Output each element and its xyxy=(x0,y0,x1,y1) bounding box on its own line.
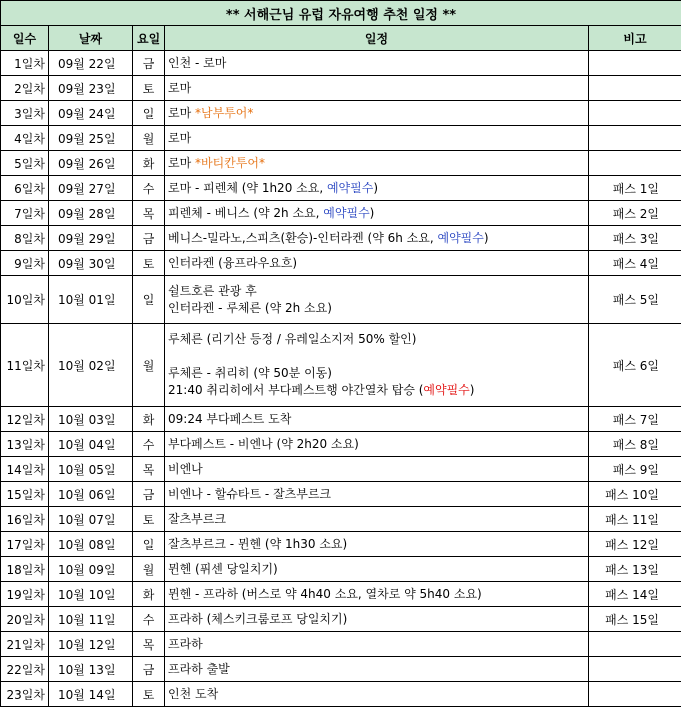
plan-line xyxy=(168,382,584,399)
table-row xyxy=(1,557,681,582)
table-row xyxy=(1,657,681,682)
day-cell: 14일차 xyxy=(1,457,49,482)
header-plan: 일정 xyxy=(165,26,589,51)
note-cell: 패스 1일 xyxy=(589,176,681,201)
date-cell: 10월 13일 xyxy=(49,657,133,682)
date-cell: 10월 11일 xyxy=(49,607,133,632)
date-cell: 09월 23일 xyxy=(49,76,133,101)
note-cell xyxy=(589,151,681,176)
day-cell: 21일차 xyxy=(1,632,49,657)
plan-text: 21:40 취리히에서 부다페스트행 야간열차 탑승 ( xyxy=(168,383,424,397)
plan-text: 부다페스트 - 비엔나 (약 2h20 소요) xyxy=(168,436,359,451)
weekday-cell: 목 xyxy=(133,632,165,657)
reservation-required: 예약필수 xyxy=(437,230,484,245)
weekday-cell: 목 xyxy=(133,201,165,226)
table-row xyxy=(1,582,681,607)
plan-cell xyxy=(165,226,589,251)
plan-cell xyxy=(165,51,589,76)
note-cell: 패스 4일 xyxy=(589,251,681,276)
date-cell: 09월 26일 xyxy=(49,151,133,176)
plan-text: 로마 - 피렌체 (약 1h20 소요, xyxy=(168,180,327,195)
table-row xyxy=(1,226,681,251)
plan-text: 인천 도착 xyxy=(168,686,219,701)
note-cell: 패스 9일 xyxy=(589,457,681,482)
table-row xyxy=(1,151,681,176)
weekday-cell: 일 xyxy=(133,101,165,126)
note-cell: 패스 15일 xyxy=(589,607,681,632)
date-cell: 09월 27일 xyxy=(49,176,133,201)
weekday-cell: 목 xyxy=(133,457,165,482)
plan-text: 로마 xyxy=(168,105,195,120)
day-cell: 9일차 xyxy=(1,251,49,276)
note-cell: 패스 3일 xyxy=(589,226,681,251)
reservation-required: 예약필수 xyxy=(423,383,470,397)
plan-line xyxy=(168,511,584,528)
date-cell: 09월 24일 xyxy=(49,101,133,126)
date-cell: 09월 30일 xyxy=(49,251,133,276)
plan-line xyxy=(168,411,584,428)
day-cell: 1일차 xyxy=(1,51,49,76)
plan-line xyxy=(168,536,584,553)
day-cell: 7일차 xyxy=(1,201,49,226)
header-row xyxy=(1,26,681,51)
plan-text: 비엔나 - 할슈타트 - 잘츠부르크 xyxy=(168,486,332,501)
day-cell: 2일차 xyxy=(1,76,49,101)
plan-text: ) xyxy=(483,230,489,245)
table-row xyxy=(1,632,681,657)
note-cell xyxy=(589,682,681,707)
weekday-cell: 화 xyxy=(133,407,165,432)
plan-cell xyxy=(165,126,589,151)
plan-line xyxy=(168,300,584,317)
header-note: 비고 xyxy=(589,26,681,51)
plan-line xyxy=(168,611,584,628)
plan-line xyxy=(168,461,584,478)
note-cell: 패스 12일 xyxy=(589,532,681,557)
weekday-cell: 월 xyxy=(133,126,165,151)
plan-cell xyxy=(165,76,589,101)
plan-cell xyxy=(165,607,589,632)
note-cell xyxy=(589,126,681,151)
plan-cell xyxy=(165,251,589,276)
note-cell: 패스 11일 xyxy=(589,507,681,532)
day-cell: 13일차 xyxy=(1,432,49,457)
weekday-cell: 금 xyxy=(133,482,165,507)
note-cell xyxy=(589,76,681,101)
table-row xyxy=(1,251,681,276)
note-cell xyxy=(589,51,681,76)
plan-text: 잘츠부르크 - 뮌헨 (약 1h30 소요) xyxy=(168,536,348,551)
note-cell: 패스 10일 xyxy=(589,482,681,507)
plan-text: 인천 - 로마 xyxy=(168,55,227,70)
table-row xyxy=(1,176,681,201)
plan-text: 프라하 출발 xyxy=(168,661,230,676)
day-cell: 3일차 xyxy=(1,101,49,126)
plan-line-gap xyxy=(168,348,584,365)
date-cell: 09월 22일 xyxy=(49,51,133,76)
note-cell: 패스 8일 xyxy=(589,432,681,457)
day-cell: 20일차 xyxy=(1,607,49,632)
date-cell: 10월 03일 xyxy=(49,407,133,432)
plan-line xyxy=(168,180,584,197)
plan-text: ) xyxy=(369,205,375,220)
plan-text: 뮌헨 - 프라하 (버스로 약 4h40 소요, 열차로 약 5h40 소요) xyxy=(168,586,482,601)
plan-text: 로마 xyxy=(168,130,192,145)
weekday-cell: 토 xyxy=(133,682,165,707)
plan-cell xyxy=(165,582,589,607)
day-cell: 15일차 xyxy=(1,482,49,507)
day-cell: 16일차 xyxy=(1,507,49,532)
table-row xyxy=(1,607,681,632)
table-row xyxy=(1,507,681,532)
plan-text: 프라하 (체스키크룸로프 당일치기) xyxy=(168,611,348,626)
date-cell: 10월 01일 xyxy=(49,276,133,324)
table-row xyxy=(1,532,681,557)
table-row xyxy=(1,201,681,226)
day-cell: 12일차 xyxy=(1,407,49,432)
plan-text: 09:24 부다페스트 도착 xyxy=(168,411,292,426)
weekday-cell: 월 xyxy=(133,557,165,582)
date-cell: 09월 29일 xyxy=(49,226,133,251)
day-cell: 10일차 xyxy=(1,276,49,324)
plan-text: 프라하 xyxy=(168,636,203,651)
weekday-cell: 금 xyxy=(133,657,165,682)
day-cell: 22일차 xyxy=(1,657,49,682)
weekday-cell: 토 xyxy=(133,251,165,276)
table-row xyxy=(1,276,681,324)
plan-cell xyxy=(165,176,589,201)
plan-line xyxy=(168,686,584,703)
plan-cell xyxy=(165,101,589,126)
date-cell: 10월 04일 xyxy=(49,432,133,457)
day-cell: 8일차 xyxy=(1,226,49,251)
header-day: 일수 xyxy=(1,26,49,51)
date-cell: 10월 08일 xyxy=(49,532,133,557)
date-cell: 10월 02일 xyxy=(49,324,133,407)
tour-highlight: *남부투어* xyxy=(195,105,254,120)
date-cell: 10월 06일 xyxy=(49,482,133,507)
weekday-cell: 월 xyxy=(133,324,165,407)
plan-line xyxy=(168,331,584,348)
note-cell: 패스 13일 xyxy=(589,557,681,582)
table-row xyxy=(1,407,681,432)
table-row xyxy=(1,482,681,507)
day-cell: 18일차 xyxy=(1,557,49,582)
plan-cell xyxy=(165,682,589,707)
plan-line xyxy=(168,205,584,222)
plan-text: 잘츠부르크 xyxy=(168,511,226,526)
note-cell: 패스 5일 xyxy=(589,276,681,324)
header-weekday: 요일 xyxy=(133,26,165,51)
plan-text: 루체른 - 취리히 (약 50분 이동) xyxy=(168,366,332,380)
plan-text: 로마 xyxy=(168,155,195,170)
title-row xyxy=(1,1,681,26)
plan-line xyxy=(168,155,584,172)
date-cell: 09월 25일 xyxy=(49,126,133,151)
note-cell: 패스 14일 xyxy=(589,582,681,607)
plan-cell xyxy=(165,632,589,657)
plan-line xyxy=(168,283,584,300)
table-row xyxy=(1,76,681,101)
day-cell: 17일차 xyxy=(1,532,49,557)
weekday-cell: 화 xyxy=(133,151,165,176)
reservation-required: 예약필수 xyxy=(323,205,370,220)
plan-line xyxy=(168,586,584,603)
date-cell: 10월 09일 xyxy=(49,557,133,582)
tour-highlight: *바티칸투어* xyxy=(195,155,265,170)
plan-cell xyxy=(165,432,589,457)
plan-cell xyxy=(165,557,589,582)
plan-cell xyxy=(165,407,589,432)
weekday-cell: 일 xyxy=(133,532,165,557)
date-cell: 10월 12일 xyxy=(49,632,133,657)
plan-text: 베니스-밀라노,스피츠(환승)-인터라켄 (약 6h 소요, xyxy=(168,230,438,245)
plan-line xyxy=(168,105,584,122)
day-cell: 19일차 xyxy=(1,582,49,607)
weekday-cell: 수 xyxy=(133,607,165,632)
plan-line xyxy=(168,230,584,247)
weekday-cell: 토 xyxy=(133,507,165,532)
weekday-cell: 수 xyxy=(133,432,165,457)
plan-line xyxy=(168,55,584,72)
date-cell: 10월 05일 xyxy=(49,457,133,482)
table-row xyxy=(1,324,681,407)
weekday-cell: 수 xyxy=(133,176,165,201)
note-cell: 패스 6일 xyxy=(589,324,681,407)
plan-cell xyxy=(165,276,589,324)
table-row xyxy=(1,101,681,126)
day-cell: 6일차 xyxy=(1,176,49,201)
plan-text: 쉴트호른 관광 후 xyxy=(168,283,257,298)
plan-text: 피렌체 - 베니스 (약 2h 소요, xyxy=(168,205,324,220)
day-cell: 5일차 xyxy=(1,151,49,176)
sheet-title: ** 서해근님 유럽 자유여행 추천 일정 ** xyxy=(1,1,681,26)
weekday-cell: 금 xyxy=(133,226,165,251)
plan-text: 루체른 (리기산 등정 / 유레일소지저 50% 할인) xyxy=(168,332,417,346)
plan-line xyxy=(168,636,584,653)
weekday-cell: 화 xyxy=(133,582,165,607)
day-cell: 23일차 xyxy=(1,682,49,707)
plan-text: 비엔나 xyxy=(168,461,203,476)
note-cell xyxy=(589,101,681,126)
plan-line xyxy=(168,80,584,97)
note-cell: 패스 2일 xyxy=(589,201,681,226)
plan-text: ) xyxy=(469,383,475,397)
plan-line xyxy=(168,486,584,503)
plan-cell xyxy=(165,482,589,507)
date-cell: 10월 07일 xyxy=(49,507,133,532)
plan-line xyxy=(168,661,584,678)
plan-line xyxy=(168,436,584,453)
note-cell xyxy=(589,657,681,682)
date-cell: 10월 14일 xyxy=(49,682,133,707)
table-row xyxy=(1,457,681,482)
date-cell: 10월 10일 xyxy=(49,582,133,607)
plan-line xyxy=(168,130,584,147)
table-row xyxy=(1,51,681,76)
plan-cell xyxy=(165,457,589,482)
plan-line xyxy=(168,365,584,382)
table-row xyxy=(1,126,681,151)
note-cell xyxy=(589,632,681,657)
plan-cell xyxy=(165,201,589,226)
reservation-required: 예약필수 xyxy=(326,180,374,195)
plan-text: 인터라켄 (융프라우요흐) xyxy=(168,255,298,270)
plan-text: ) xyxy=(373,180,379,195)
weekday-cell: 일 xyxy=(133,276,165,324)
itinerary-rows xyxy=(1,51,681,707)
note-cell: 패스 7일 xyxy=(589,407,681,432)
plan-text: 로마 xyxy=(168,80,192,95)
plan-cell xyxy=(165,151,589,176)
plan-line xyxy=(168,255,584,272)
plan-cell xyxy=(165,532,589,557)
plan-line xyxy=(168,561,584,578)
plan-cell xyxy=(165,507,589,532)
day-cell: 4일차 xyxy=(1,126,49,151)
plan-cell xyxy=(165,324,589,407)
header-date: 날짜 xyxy=(49,26,133,51)
table-row xyxy=(1,432,681,457)
plan-cell xyxy=(165,657,589,682)
day-cell: 11일차 xyxy=(1,324,49,407)
plan-text: 뮌헨 (퓌센 당일치기) xyxy=(168,561,278,576)
plan-text: 인터라켄 - 루체른 (약 2h 소요) xyxy=(168,300,332,315)
date-cell: 09월 28일 xyxy=(49,201,133,226)
weekday-cell: 금 xyxy=(133,51,165,76)
weekday-cell: 토 xyxy=(133,76,165,101)
table-row xyxy=(1,682,681,707)
